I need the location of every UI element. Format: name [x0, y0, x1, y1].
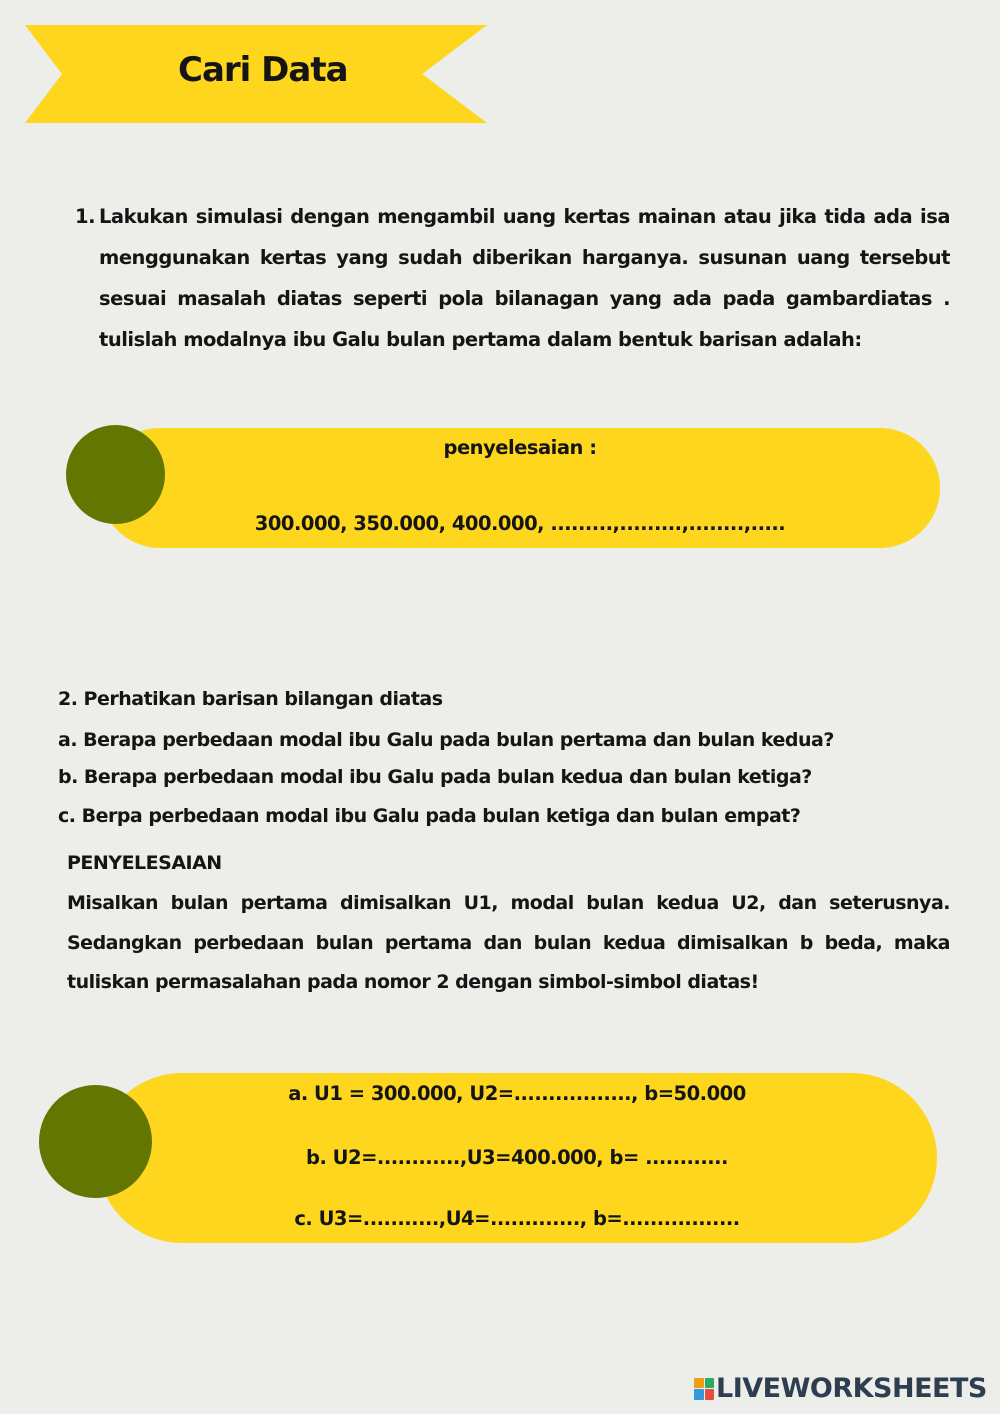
question-1-text: Lakukan simulasi dengan mengambil uang kertas mainan atau jika tida ada isa menggunakan kertas yang sudah diberikan harganya. susunan uang tersebut sesuai masalah diatas seperti pola bilanagan yang ada pada gambardiatas . tulislah modalnya ibu Galu bulan pertama dalam bentuk barisan adalah: [99, 205, 950, 351]
answer-2-line-a[interactable]: a. U1 = 300.000, U2=................., b=50.000 [288, 1082, 746, 1105]
question-2-item-c: c. Berpa perbedaan modal ibu Galu pada bulan ketiga dan bulan empat? [58, 805, 801, 827]
answer-1-sequence[interactable]: 300.000, 350.000, 400.000, .........,.........,........,..... [254, 512, 786, 535]
question-2-item-a: a. Berapa perbedaan modal ibu Galu pada bulan pertama dan bulan kedua? [58, 729, 834, 751]
question-2-item-b: b. Berapa perbedaan modal ibu Galu pada bulan kedua dan bulan ketiga? [58, 766, 812, 788]
question-1 [75, 196, 950, 360]
question-2-intro: 2. Perhatikan barisan bilangan diatas [58, 688, 443, 710]
question-1-number: 1. [75, 205, 95, 228]
answer-2-line-c[interactable]: c. U3=...........,U4=............., b=................. [294, 1207, 740, 1230]
logo-square-4 [705, 1389, 715, 1400]
footer-brand [694, 1373, 987, 1404]
answer-1-heading: penyelesaian : [443, 436, 597, 459]
liveworksheets-logo-icon [694, 1378, 714, 1400]
logo-square-2 [705, 1378, 715, 1389]
solution-heading: PENYELESAIAN [67, 852, 222, 874]
logo-square-3 [694, 1389, 704, 1400]
logo-square-1 [694, 1378, 704, 1389]
page-title: Cari Data [178, 50, 348, 90]
brand-name: LIVEWORKSHEETS [716, 1373, 987, 1404]
answer-2-line-b[interactable]: b. U2=............,U3=400.000, b= ............ [306, 1146, 728, 1169]
solution-text: Misalkan bulan pertama dimisalkan U1, modal bulan kedua U2, dan seterusnya. Sedangkan perbedaan bulan pertama dan bulan kedua dimisalkan b beda, maka tuliskan permasalahan pada nomor 2 dengan simbol-simbol diatas! [67, 892, 950, 993]
